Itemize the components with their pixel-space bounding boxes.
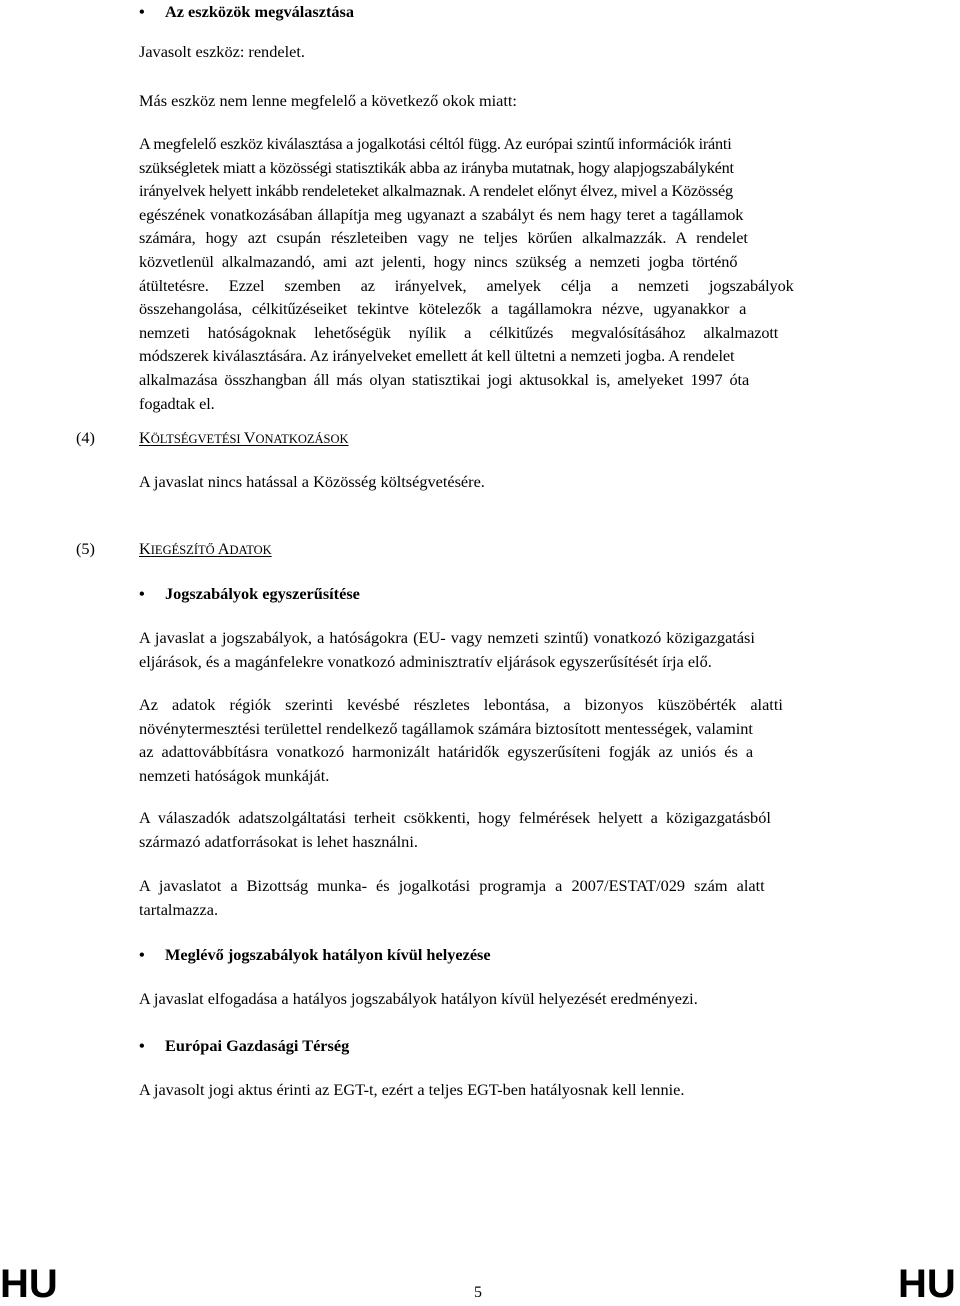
bullet-heading-text: Jogszabályok egyszerűsítése bbox=[165, 584, 360, 603]
paragraph-regional-breakdown bbox=[139, 693, 891, 787]
paragraph-instrument-reasoning bbox=[139, 132, 891, 415]
text-line: A válaszadók adatszolgáltatási terheit csökkenti, hogy felmérések helyett a közigazgatásból bbox=[139, 808, 771, 827]
text-line: származó adatforrásokat is lehet használni. bbox=[139, 831, 418, 851]
bullet-heading-text: Meglévő jogszabályok hatályon kívül helyezése bbox=[165, 945, 491, 964]
title-part: ONATKOZÁSOK bbox=[255, 432, 349, 446]
text-line: tartalmazza. bbox=[139, 899, 219, 919]
title-part: K bbox=[139, 539, 151, 558]
footer-language-left: HU bbox=[0, 1262, 58, 1306]
text-line: módszerek kiválasztására. Az irányelveket emellett át kell ültetni a nemzeti jogba. A rendelet bbox=[139, 346, 735, 366]
section-number-5: (5) bbox=[76, 539, 95, 558]
text-line: számára, hogy azt csupán részleteiben vagy ne teljes körűen alkalmazzák. A rendelet bbox=[139, 228, 748, 248]
text-line: Az adatok régiók szerinti kevésbé részletes lebontása, a bizonyos küszöbérték alatti bbox=[139, 695, 783, 714]
title-part: DATOK bbox=[229, 543, 272, 557]
text-line: növénytermesztési területtel rendelkező tagállamok számára biztosított mentességek, valamint bbox=[139, 718, 753, 738]
text-line: nemzeti hatóságoknak lehetőségük nyílik a célkitűzés megvalósításához alkalmazott bbox=[139, 322, 779, 342]
text-line: A megfelelő eszköz kiválasztása a jogalkotási céltól függ. Az európai szintű információk iránti bbox=[139, 134, 732, 153]
bullet-icon: • bbox=[139, 584, 145, 603]
bullet-icon: • bbox=[139, 2, 145, 21]
paragraph-other-instruments: Más eszköz nem lenne megfelelő a következő okok miatt: bbox=[139, 91, 517, 110]
paragraph-respondent-burden bbox=[139, 806, 891, 853]
bullet-heading-text: Európai Gazdasági Térség bbox=[165, 1036, 350, 1055]
text-line: összehangolása, célkitűzéseiket tekintve kötelezők a tagállamokra nézve, ugyanakkor a bbox=[139, 299, 747, 319]
title-part: A bbox=[217, 539, 230, 558]
text-line: átültetésre. Ezzel szemben az irányelvek, amelyek célja a nemzeti jogszabályok bbox=[139, 275, 794, 295]
section-title-budget bbox=[139, 426, 349, 451]
title-part: K bbox=[139, 428, 151, 447]
text-line: alkalmazása összhangban áll más olyan statisztikai jogi aktusokkal is, amelyeket 1997 óta bbox=[139, 369, 750, 389]
title-part: IEGÉSZÍTŐ bbox=[150, 543, 218, 557]
page-number: 5 bbox=[474, 1284, 482, 1301]
text-line: A javaslat a jogszabályok, a hatóságokra (EU- vagy nemzeti szintű) vonatkozó közigazgatási bbox=[139, 628, 755, 647]
text-line: irányelvek helyett inkább rendeleteket alkalmaznak. A rendelet előnyt élvez, mivel a Közösség bbox=[139, 181, 733, 201]
bullet-icon: • bbox=[139, 945, 145, 964]
title-part: V bbox=[243, 428, 256, 447]
text-line: eljárások, és a magánfelekre vonatkozó adminisztratív eljárások egyszerűsítését írja elő. bbox=[139, 651, 712, 671]
section-title-additional-info bbox=[139, 537, 272, 562]
text-line: egészének vonatkozásában állapítja meg ugyanazt a szabályt és nem hagy teret a tagállamok bbox=[139, 204, 744, 224]
footer-language-right: HU bbox=[898, 1262, 956, 1306]
bullet-heading-text: Az eszközök megválasztása bbox=[165, 2, 355, 21]
text-line: közvetlenül alkalmazandó, ami azt jelenti, hogy nincs szükség a nemzeti jogba történő bbox=[139, 251, 738, 271]
paragraph-simplification bbox=[139, 626, 891, 673]
section-number-4: (4) bbox=[76, 428, 95, 447]
paragraph-eea: A javasolt jogi aktus érinti az EGT-t, ezért a teljes EGT-ben hatályosnak kell lennie. bbox=[139, 1080, 685, 1099]
text-line: fogadtak el. bbox=[139, 393, 215, 413]
text-line: az adattovábbításra vonatkozó harmonizált határidők egyszerűsíteni fogják az uniós és a bbox=[139, 742, 754, 762]
title-part: ÖLTSÉGVETÉSI bbox=[150, 432, 244, 446]
text-line: A javaslatot a Bizottság munka- és jogalkotási programja a 2007/ESTAT/029 szám alatt bbox=[139, 876, 765, 895]
text-line: nemzeti hatóságok munkáját. bbox=[139, 765, 330, 785]
text-line: szükségletek miatt a közösségi statisztikák abba az irányba mutatnak, hogy alapjogszabályként bbox=[139, 157, 734, 177]
paragraph-proposed-instrument: Javasolt eszköz: rendelet. bbox=[139, 42, 305, 61]
paragraph-repeal: A javaslat elfogadása a hatályos jogszabályok hatályon kívül helyezését eredményezi. bbox=[139, 989, 698, 1008]
bullet-icon: • bbox=[139, 1036, 145, 1055]
paragraph-work-programme bbox=[139, 874, 891, 921]
paragraph-budget-impact: A javaslat nincs hatással a Közösség költségvetésére. bbox=[139, 472, 485, 491]
